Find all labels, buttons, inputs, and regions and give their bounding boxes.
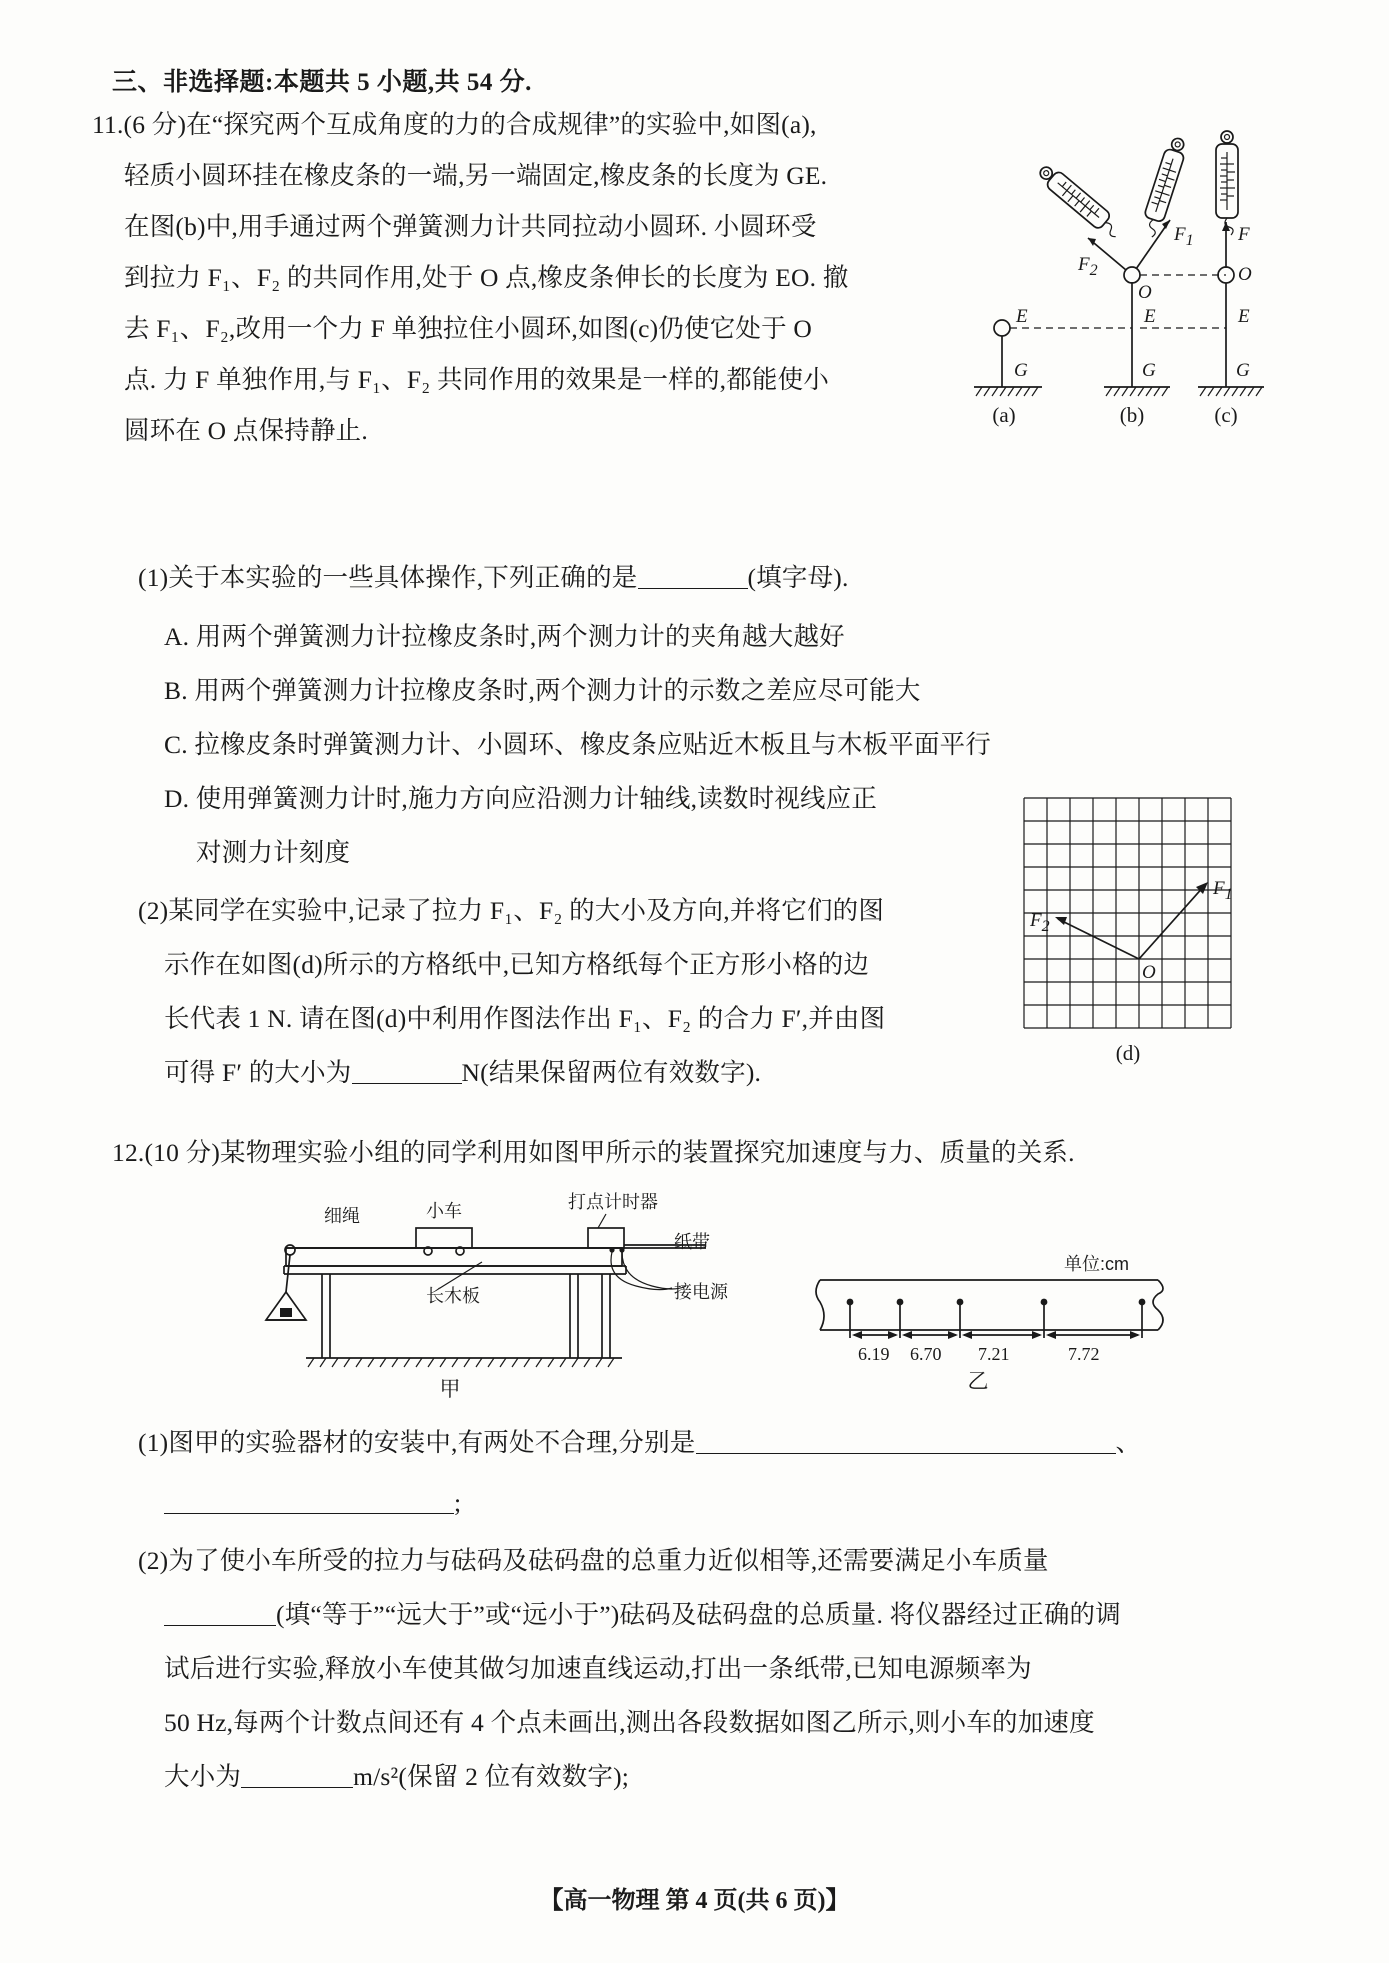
q12-part2-text-2: (填“等于”“远大于”或“远小于”)砝码及砝码盘的总质量. 将仪器经过正确的调	[276, 1600, 1121, 1629]
caption-c: (c)	[1214, 403, 1238, 427]
section-heading: 三、非选择题:本题共 5 小题,共 54 分.	[112, 69, 532, 96]
q12-part2-line-2	[164, 1602, 1121, 1628]
q11-part2-line-2: 示作在如图(d)所示的方格纸中,已知方格纸每个正方形小格的边	[164, 950, 870, 979]
interval-value-4: 7.72	[1068, 1344, 1100, 1364]
q12-part2-blank-2[interactable]	[241, 1787, 353, 1788]
q11-stem-line-3: 在图(b)中,用手通过两个弹簧测力计共同拉动小圆环. 小圆环受	[124, 212, 817, 241]
q11-part2-line-4	[164, 1060, 761, 1086]
label-power: 接电源	[674, 1282, 728, 1302]
label-O-c: O	[1238, 264, 1252, 285]
label-E-c: E	[1238, 306, 1250, 327]
q11-part1-text: (1)关于本实验的一些具体操作,下列正确的是	[138, 563, 638, 592]
q12-part2-blank-1[interactable]	[164, 1625, 276, 1626]
q12-part2-line-4: 50 Hz,每两个计数点间还有 4 个点未画出,测出各段数据如图乙所示,则小车的加速度	[164, 1708, 1095, 1737]
q11-option-c: C. 拉橡皮条时弹簧测力计、小圆环、橡皮条应贴近木板且与木板平面平行	[164, 730, 992, 759]
label-tape: 纸带	[674, 1232, 710, 1252]
q12-part1-sep: 、	[1115, 1428, 1142, 1457]
label-F2-b: $F_2$	[1078, 254, 1098, 279]
q11-stem-line-6: 点. 力 F 单独作用,与 F₁、F₂ 共同作用的效果是一样的,都能使小	[124, 365, 830, 394]
label-E-a: E	[1016, 306, 1028, 327]
q11-stem-line-1: 11.(6 分)在“探究两个互成角度的力的合成规律”的实验中,如图(a),	[92, 110, 817, 139]
q12-part2-line-5	[164, 1764, 629, 1790]
label-cart: 小车	[426, 1201, 462, 1221]
q12-part1-blank-2[interactable]	[164, 1513, 454, 1514]
label-F2-d: $F_2$	[1030, 910, 1050, 935]
figure-abc-spring-scales	[980, 130, 1280, 490]
q11-part2-line-3: 长代表 1 N. 请在图(d)中利用作图法作出 F₁、F₂ 的合力 F′,并由图	[164, 1004, 886, 1033]
q12-part2-tail: m/s²(保留 2 位有效数字);	[353, 1762, 630, 1791]
q11-option-d-cont: 对测力计刻度	[196, 838, 351, 867]
q11-part1-prompt	[138, 565, 849, 591]
q12-part1-prefix: (1)图甲的实验器材的安装中,有两处不合理,分别是	[138, 1428, 696, 1457]
q11-part2-line-1: (2)某同学在实验中,记录了拉力 F₁、F₂ 的大小及方向,并将它们的图	[138, 896, 885, 925]
label-board: 长木板	[426, 1286, 480, 1306]
label-G-b: G	[1142, 360, 1156, 381]
caption-d: (d)	[1115, 1041, 1141, 1065]
interval-value-1: 6.19	[858, 1344, 890, 1364]
q12-stem: 12.(10 分)某物理实验小组的同学利用如图甲所示的装置探究加速度与力、质量的关系.	[112, 1138, 1075, 1167]
label-O-b: O	[1138, 282, 1152, 303]
label-F1-d: $F_1$	[1213, 878, 1233, 903]
figure-jia-apparatus	[250, 1192, 728, 1412]
page-footer: 【高一物理 第 4 页(共 6 页)】	[539, 1888, 850, 1914]
label-E-b: E	[1144, 306, 1156, 327]
interval-value-2: 6.70	[910, 1344, 942, 1364]
caption-jia: 甲	[439, 1377, 461, 1401]
figure-d-grid	[1024, 798, 1274, 1078]
q11-option-a: A. 用两个弹簧测力计拉橡皮条时,两个测力计的夹角越大越好	[164, 622, 845, 651]
q12-part1-line-1	[138, 1430, 1141, 1456]
figure-yi-tape	[820, 1238, 1190, 1418]
caption-yi: 乙	[967, 1369, 989, 1393]
q11-stem-line-5: 去 F₁、F₂,改用一个力 F 单独拉住小圆环,如图(c)仍使它处于 O	[124, 314, 812, 343]
q12-part2-line-1: (2)为了使小车所受的拉力与砝码及砝码盘的总重力近似相等,还需要满足小车质量	[138, 1546, 1049, 1575]
label-F1-b: $F_1$	[1174, 224, 1194, 249]
q12-part1-line-2	[164, 1490, 461, 1516]
caption-b: (b)	[1119, 403, 1145, 427]
q12-part1-blank-1[interactable]	[696, 1453, 1116, 1454]
interval-value-3: 7.21	[978, 1344, 1010, 1364]
q11-option-d: D. 使用弹簧测力计时,施力方向应沿测力计轴线,读数时视线应正	[164, 784, 878, 813]
label-G-c: G	[1236, 360, 1250, 381]
q11-option-b: B. 用两个弹簧测力计拉橡皮条时,两个测力计的示数之差应尽可能大	[164, 676, 921, 705]
q11-part2-text-4: 可得 F′ 的大小为	[164, 1058, 352, 1087]
q11-stem-line-2: 轻质小圆环挂在橡皮条的一端,另一端固定,橡皮条的长度为 GE.	[124, 161, 828, 190]
q11-part1-suffix: (填字母).	[747, 563, 849, 592]
q12-part2-text-5: 大小为	[164, 1762, 242, 1791]
q12-part2-line-3: 试后进行实验,释放小车使其做匀加速直线运动,打出一条纸带,已知电源频率为	[164, 1654, 1032, 1683]
label-O-d: O	[1142, 962, 1156, 983]
label-timer: 打点计时器	[568, 1192, 658, 1212]
q11-stem-line-4: 到拉力 F₁、F₂ 的共同作用,处于 O 点,橡皮条伸长的长度为 EO. 撤	[124, 263, 849, 292]
label-rope: 细绳	[324, 1206, 360, 1226]
q12-part1-end: ;	[454, 1488, 462, 1517]
label-G-a: G	[1014, 360, 1028, 381]
q11-part2-blank[interactable]	[352, 1083, 462, 1084]
label-unit-cm: 单位:cm	[1064, 1254, 1129, 1274]
q11-part2-tail: N(结果保留两位有效数字).	[461, 1058, 762, 1087]
q11-part1-blank[interactable]	[638, 588, 748, 589]
q11-stem-line-7: 圆环在 O 点保持静止.	[124, 416, 368, 445]
caption-a: (a)	[992, 403, 1016, 427]
label-F-c: F	[1238, 224, 1250, 245]
